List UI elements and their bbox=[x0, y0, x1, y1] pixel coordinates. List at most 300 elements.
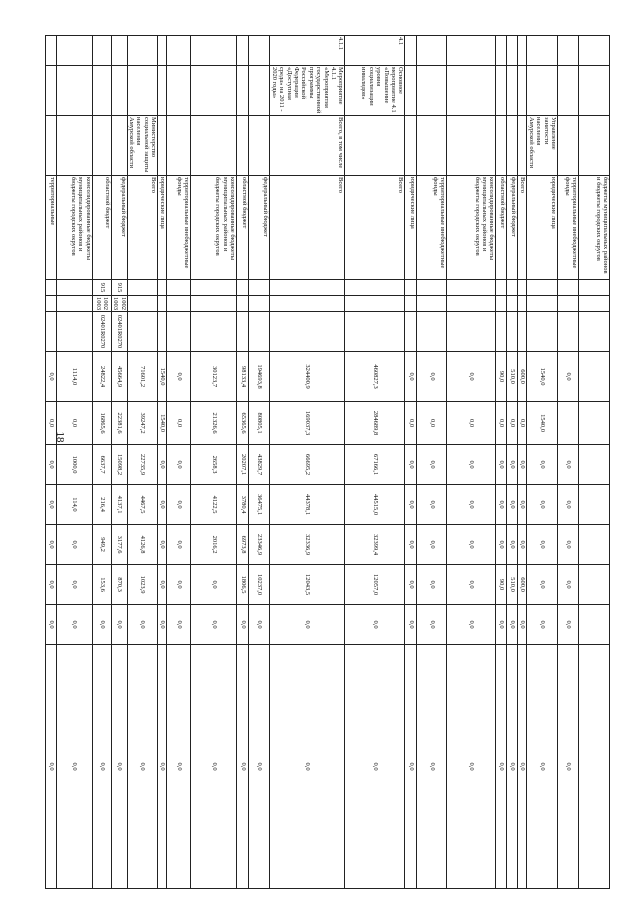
table-cell: 0,0 bbox=[507, 525, 518, 565]
table-cell bbox=[167, 66, 191, 116]
table-cell: 0,0 bbox=[558, 645, 579, 889]
table-cell: 0,0 bbox=[92, 605, 111, 645]
table-cell bbox=[507, 116, 518, 176]
table-cell: 1002 1003 bbox=[92, 296, 111, 312]
table-cell: 90,0 bbox=[496, 352, 507, 402]
table-cell: консолидированные бюджеты муниципальных районов и бюджеты городских округов bbox=[191, 176, 237, 280]
table-cell bbox=[558, 116, 579, 176]
table-cell bbox=[405, 280, 417, 296]
table-cell bbox=[558, 402, 579, 445]
table-cell: 0,0 bbox=[447, 402, 496, 445]
table-cell: 1540,0 bbox=[527, 352, 558, 402]
table-cell: 4122,5 bbox=[191, 485, 237, 525]
table-cell bbox=[167, 116, 191, 176]
table-cell: 0,0 bbox=[527, 565, 558, 605]
table-cell: 1806,5 bbox=[237, 565, 249, 605]
table-row bbox=[527, 36, 558, 889]
table-cell: 0,0 bbox=[405, 445, 417, 485]
table-cell: юридические лица bbox=[405, 176, 417, 280]
table-cell bbox=[270, 296, 345, 312]
table-cell: Министерство социальной защиты населения Амурской области bbox=[127, 116, 158, 176]
table-cell: 0,0 bbox=[167, 525, 191, 565]
table-cell: областной бюджет bbox=[237, 176, 249, 280]
table-cell: 0,0 bbox=[527, 525, 558, 565]
table-cell: 0,0 bbox=[45, 402, 56, 445]
table-cell bbox=[507, 36, 518, 66]
table-cell: 0,0 bbox=[158, 645, 167, 889]
table-cell: 12043,5 bbox=[270, 565, 345, 605]
table-cell: 44378,1 bbox=[270, 485, 345, 525]
table-cell: 30123,7 bbox=[191, 352, 237, 402]
table-cell bbox=[167, 36, 191, 66]
table-cell: 0,0 bbox=[270, 605, 345, 645]
table-cell bbox=[249, 66, 270, 116]
table-cell bbox=[496, 116, 507, 176]
table-cell: Всего bbox=[518, 176, 527, 280]
table-cell: Всего bbox=[127, 176, 158, 280]
table-cell bbox=[518, 66, 527, 116]
table-cell bbox=[579, 116, 610, 176]
table-cell bbox=[527, 280, 558, 296]
table-cell: 0,0 bbox=[518, 445, 527, 485]
table-cell bbox=[167, 312, 191, 352]
table-cell: 0,0 bbox=[447, 645, 496, 889]
table-cell: 39247,2 bbox=[127, 402, 158, 445]
table-cell: 600,0 bbox=[518, 565, 527, 605]
table-cell: 0,0 bbox=[417, 445, 447, 485]
table-cell bbox=[270, 280, 345, 296]
table-cell bbox=[56, 312, 92, 352]
table-cell bbox=[518, 116, 527, 176]
table-cell: 0,0 bbox=[167, 352, 191, 402]
table-cell bbox=[167, 280, 191, 296]
table-cell: областной бюджет bbox=[496, 176, 507, 280]
table-cell bbox=[237, 296, 249, 312]
table-cell: 0,0 bbox=[405, 605, 417, 645]
table-cell: 0,0 bbox=[518, 485, 527, 525]
table-cell: 0,0 bbox=[405, 525, 417, 565]
table-cell: 3177,6 bbox=[111, 525, 127, 565]
table-cell bbox=[579, 312, 610, 352]
table-cell bbox=[417, 36, 447, 66]
table-cell: 4126,8 bbox=[127, 525, 158, 565]
table-cell: 16865,6 bbox=[92, 402, 111, 445]
table-cell bbox=[191, 280, 237, 296]
table-cell bbox=[191, 296, 237, 312]
table-cell bbox=[56, 66, 92, 116]
table-cell: 02401R0270 bbox=[111, 312, 127, 352]
table-cell bbox=[158, 312, 167, 352]
table-cell: 0,0 bbox=[447, 352, 496, 402]
table-cell bbox=[127, 296, 158, 312]
table-cell bbox=[417, 280, 447, 296]
table-row bbox=[92, 36, 111, 889]
table-cell: 0,0 bbox=[111, 645, 127, 889]
table-cell: 0,0 bbox=[237, 605, 249, 645]
table-cell: 0,0 bbox=[417, 525, 447, 565]
table-cell: 0,0 bbox=[158, 525, 167, 565]
table-cell bbox=[249, 280, 270, 296]
table-cell: 0,0 bbox=[417, 352, 447, 402]
table-cell bbox=[417, 312, 447, 352]
table-cell bbox=[127, 66, 158, 116]
table-cell: 0,0 bbox=[127, 605, 158, 645]
table-cell: 510,0 bbox=[507, 565, 518, 605]
table-cell: федеральный бюджет bbox=[507, 176, 518, 280]
table-cell bbox=[527, 66, 558, 116]
table-cell: территориальные bbox=[45, 176, 56, 280]
table-cell: Всего, в том числе bbox=[270, 116, 345, 176]
table-row bbox=[237, 36, 249, 889]
table-cell: 1023,9 bbox=[127, 565, 158, 605]
table-cell bbox=[579, 445, 610, 485]
table-cell bbox=[579, 485, 610, 525]
table-cell: 915 bbox=[92, 280, 111, 296]
table-cell bbox=[558, 36, 579, 66]
table-cell: 0,0 bbox=[56, 402, 92, 445]
table-cell bbox=[249, 312, 270, 352]
table-cell bbox=[579, 402, 610, 445]
table-row bbox=[111, 36, 127, 889]
table-cell: 0,0 bbox=[56, 565, 92, 605]
table-cell bbox=[579, 645, 610, 889]
table-cell: 0,0 bbox=[191, 645, 237, 889]
table-cell: 0,0 bbox=[527, 605, 558, 645]
table-row bbox=[447, 36, 496, 889]
table-cell: 32336,9 bbox=[270, 525, 345, 565]
table-cell: 460827,3 bbox=[345, 352, 405, 402]
table-cell: 65365,6 bbox=[237, 402, 249, 445]
table-cell bbox=[558, 296, 579, 312]
table-cell: 284689,8 bbox=[345, 402, 405, 445]
table-cell bbox=[405, 296, 417, 312]
table-cell: территориальные внебюджетные фонды bbox=[417, 176, 447, 280]
table-cell bbox=[127, 312, 158, 352]
table-cell bbox=[417, 66, 447, 116]
table-cell bbox=[447, 66, 496, 116]
table-row bbox=[167, 36, 191, 889]
table-cell bbox=[167, 296, 191, 312]
page-number: 18 bbox=[54, 431, 66, 443]
table-cell: 0,0 bbox=[167, 402, 191, 445]
table-cell: 0,0 bbox=[496, 485, 507, 525]
table-cell: 216,4 bbox=[92, 485, 111, 525]
table-cell bbox=[405, 36, 417, 66]
table-cell: 0,0 bbox=[158, 605, 167, 645]
table-cell: 324400,9 bbox=[270, 352, 345, 402]
table-cell: 0,0 bbox=[558, 605, 579, 645]
table-cell bbox=[111, 116, 127, 176]
table-cell: 0,0 bbox=[405, 352, 417, 402]
table-cell bbox=[507, 312, 518, 352]
table-cell: 0,0 bbox=[345, 645, 405, 889]
table-cell: 23346,9 bbox=[249, 525, 270, 565]
table-cell: 0,0 bbox=[558, 352, 579, 402]
table-cell: 600,0 bbox=[518, 352, 527, 402]
table-cell: 153,6 bbox=[92, 565, 111, 605]
table-cell bbox=[345, 116, 405, 176]
table-cell: 98133,4 bbox=[237, 352, 249, 402]
table-row bbox=[127, 36, 158, 889]
table-cell bbox=[527, 36, 558, 66]
table-cell: консолидированные бюджеты муниципальных районов и бюджеты городских округов bbox=[56, 176, 92, 280]
table-cell bbox=[237, 116, 249, 176]
table-cell: 0,0 bbox=[158, 565, 167, 605]
table-cell bbox=[496, 36, 507, 66]
table-cell bbox=[45, 296, 56, 312]
table-cell bbox=[92, 66, 111, 116]
table-cell: 0,0 bbox=[167, 605, 191, 645]
table-cell bbox=[45, 280, 56, 296]
table-cell: 1540,0 bbox=[527, 402, 558, 445]
table-cell: 4137,1 bbox=[111, 485, 127, 525]
table-cell: 0,0 bbox=[496, 445, 507, 485]
table-cell bbox=[45, 312, 56, 352]
table-cell: 0,0 bbox=[447, 525, 496, 565]
table-cell: 90,0 bbox=[496, 565, 507, 605]
table-cell bbox=[92, 116, 111, 176]
table-cell: 4.1.1 bbox=[270, 36, 345, 66]
table-cell: 0,0 bbox=[405, 402, 417, 445]
table-cell: территориальные внебюджетные фонды bbox=[167, 176, 191, 280]
table-cell bbox=[237, 280, 249, 296]
table-cell: 0,0 bbox=[45, 645, 56, 889]
table-cell bbox=[237, 312, 249, 352]
table-cell: юридические лица bbox=[158, 176, 167, 280]
table-cell: 2658,3 bbox=[191, 445, 237, 485]
table-cell bbox=[579, 352, 610, 402]
table-cell: 1114,0 bbox=[56, 352, 92, 402]
table-cell: 0,0 bbox=[417, 565, 447, 605]
table-cell bbox=[237, 36, 249, 66]
table-cell: 0,0 bbox=[496, 402, 507, 445]
table-cell: 0,0 bbox=[496, 525, 507, 565]
table-cell bbox=[158, 116, 167, 176]
table-cell: 0,0 bbox=[518, 645, 527, 889]
table-cell bbox=[158, 66, 167, 116]
table-cell bbox=[527, 296, 558, 312]
table-cell: 0,0 bbox=[405, 485, 417, 525]
table-row bbox=[345, 36, 405, 889]
table-row bbox=[507, 36, 518, 889]
financing-table bbox=[45, 35, 610, 889]
table-cell: 66695,2 bbox=[270, 445, 345, 485]
table-cell bbox=[496, 66, 507, 116]
table-cell: Всего bbox=[270, 176, 345, 280]
table-cell bbox=[496, 280, 507, 296]
table-cell bbox=[45, 116, 56, 176]
table-cell: 22735,9 bbox=[127, 445, 158, 485]
table-cell: 915 bbox=[111, 280, 127, 296]
table-cell bbox=[345, 280, 405, 296]
table-cell: 0,0 bbox=[518, 605, 527, 645]
table-cell bbox=[405, 116, 417, 176]
table-cell: 114,0 bbox=[56, 485, 92, 525]
table-cell bbox=[111, 36, 127, 66]
table-cell: 6637,7 bbox=[92, 445, 111, 485]
table-cell: 4467,5 bbox=[127, 485, 158, 525]
table-cell: 1540,0 bbox=[158, 352, 167, 402]
table-cell: 0,0 bbox=[45, 565, 56, 605]
table-cell bbox=[518, 36, 527, 66]
table-cell: 67166,1 bbox=[345, 445, 405, 485]
table-cell: 0,0 bbox=[447, 445, 496, 485]
table-cell bbox=[56, 296, 92, 312]
table-cell: 0,0 bbox=[249, 605, 270, 645]
table-row bbox=[405, 36, 417, 889]
table-cell bbox=[405, 312, 417, 352]
table-cell: 0,0 bbox=[417, 402, 447, 445]
table-cell: Управление занятости населения Амурской области bbox=[527, 116, 558, 176]
table-cell: Мероприятие 4.1.1 «Мероприятия государственной программы Российской Федерации «Доступная среда» на 2011 - 2020 годы» bbox=[270, 66, 345, 116]
table-cell bbox=[56, 280, 92, 296]
table-cell: 0,0 bbox=[507, 645, 518, 889]
table-cell: 0,0 bbox=[45, 445, 56, 485]
table-cell bbox=[417, 116, 447, 176]
table-cell: 20207,1 bbox=[237, 445, 249, 485]
table-cell bbox=[496, 312, 507, 352]
table-cell: областной бюджет bbox=[92, 176, 111, 280]
table-cell: 0,0 bbox=[45, 485, 56, 525]
table-cell: 0,0 bbox=[447, 605, 496, 645]
table-wrapper bbox=[47, 35, 610, 868]
table-row bbox=[417, 36, 447, 889]
table-cell: 0,0 bbox=[167, 445, 191, 485]
table-cell bbox=[518, 296, 527, 312]
table-cell: 71601,2 bbox=[127, 352, 158, 402]
table-cell bbox=[158, 296, 167, 312]
table-cell: 21326,6 bbox=[191, 402, 237, 445]
table-cell: 1002 1003 bbox=[112, 297, 127, 310]
table-cell: 4.1 bbox=[345, 36, 405, 66]
table-cell bbox=[579, 280, 610, 296]
table-cell: 0,0 bbox=[527, 485, 558, 525]
table-cell bbox=[558, 312, 579, 352]
table-row bbox=[45, 36, 56, 889]
table-cell: 0,0 bbox=[527, 645, 558, 889]
rotated-table-frame bbox=[47, 35, 610, 868]
table-cell: 0,0 bbox=[507, 485, 518, 525]
table-cell bbox=[518, 280, 527, 296]
table-cell: 22381,6 bbox=[111, 402, 127, 445]
table-cell: 45664,9 bbox=[111, 352, 127, 402]
table-cell: юридические лица bbox=[527, 176, 558, 280]
table-cell: 2016,2 bbox=[191, 525, 237, 565]
table-cell bbox=[507, 66, 518, 116]
table-cell: 44515,0 bbox=[345, 485, 405, 525]
table-row bbox=[558, 36, 579, 889]
table-cell: 0,0 bbox=[56, 605, 92, 645]
table-cell bbox=[345, 296, 405, 312]
table-cell: консолидированные бюджеты муниципальных районов и бюджеты городских округов bbox=[447, 176, 496, 280]
table-cell: 0,0 bbox=[167, 485, 191, 525]
table-cell bbox=[447, 280, 496, 296]
table-cell bbox=[579, 36, 610, 66]
table-cell: 194693,8 bbox=[249, 352, 270, 402]
table-cell bbox=[447, 36, 496, 66]
table-row bbox=[496, 36, 507, 889]
table-cell bbox=[579, 605, 610, 645]
table-cell: 32399,4 bbox=[345, 525, 405, 565]
table-cell bbox=[579, 66, 610, 116]
table-cell: 0,0 bbox=[237, 645, 249, 889]
table-row bbox=[56, 36, 92, 889]
table-cell: федеральный бюджет bbox=[249, 176, 270, 280]
table-cell: 0,0 bbox=[507, 605, 518, 645]
table-cell: 6973,8 bbox=[237, 525, 249, 565]
table-cell bbox=[127, 280, 158, 296]
table-cell: 0,0 bbox=[158, 485, 167, 525]
table-cell: 169037,3 bbox=[270, 402, 345, 445]
table-cell: Основное мероприятие 4.1 «Повышение уровня социализации инвалидов» bbox=[345, 66, 405, 116]
table-cell: 0,0 bbox=[405, 645, 417, 889]
table-cell bbox=[111, 66, 127, 116]
table-cell: 0,0 bbox=[518, 402, 527, 445]
table-cell: Всего bbox=[345, 176, 405, 280]
table-cell: 0,0 bbox=[558, 445, 579, 485]
table-cell: 0,0 bbox=[270, 645, 345, 889]
table-cell bbox=[558, 66, 579, 116]
table-cell: 949,2 bbox=[92, 525, 111, 565]
table-cell: 24822,4 bbox=[92, 352, 111, 402]
table-cell: 0,0 bbox=[249, 645, 270, 889]
table-cell: 0,0 bbox=[496, 605, 507, 645]
table-cell: 0,0 bbox=[191, 605, 237, 645]
table-cell bbox=[158, 280, 167, 296]
table-cell: 0,0 bbox=[507, 402, 518, 445]
table-row bbox=[579, 36, 610, 889]
table-cell: 43829,7 bbox=[249, 445, 270, 485]
table-cell: 0,0 bbox=[518, 525, 527, 565]
table-cell: 1540,0 bbox=[158, 402, 167, 445]
table-cell bbox=[45, 66, 56, 116]
table-cell bbox=[558, 280, 579, 296]
table-cell: 0,0 bbox=[45, 352, 56, 402]
table-cell: 02401R0270 bbox=[92, 312, 111, 352]
table-cell: 1000,0 bbox=[56, 445, 92, 485]
table-cell bbox=[579, 565, 610, 605]
table-cell: 0,0 bbox=[92, 645, 111, 889]
table-cell: 0,0 bbox=[45, 525, 56, 565]
table-cell: 0,0 bbox=[56, 525, 92, 565]
table-cell bbox=[507, 296, 518, 312]
table-cell bbox=[191, 116, 237, 176]
table-cell: 0,0 bbox=[417, 645, 447, 889]
table-row bbox=[158, 36, 167, 889]
table-cell: 0,0 bbox=[405, 565, 417, 605]
table-cell bbox=[92, 36, 111, 66]
table-cell bbox=[447, 296, 496, 312]
table-cell bbox=[447, 312, 496, 352]
table-cell bbox=[496, 296, 507, 312]
table-cell: 0,0 bbox=[56, 645, 92, 889]
table-cell: 36475,1 bbox=[249, 485, 270, 525]
table-cell bbox=[249, 36, 270, 66]
table-cell bbox=[345, 312, 405, 352]
table-cell: территориальные внебюджетные фонды bbox=[558, 176, 579, 280]
table-cell bbox=[191, 312, 237, 352]
table-cell: 0,0 bbox=[558, 525, 579, 565]
table-cell bbox=[405, 66, 417, 116]
table-cell: 0,0 bbox=[558, 485, 579, 525]
table-cell: 0,0 bbox=[417, 485, 447, 525]
table-cell: 15098,2 bbox=[111, 445, 127, 485]
table-cell: 3780,4 bbox=[237, 485, 249, 525]
table-row bbox=[518, 36, 527, 889]
table-cell bbox=[270, 312, 345, 352]
table-cell bbox=[237, 66, 249, 116]
table-cell: 80805,1 bbox=[249, 402, 270, 445]
